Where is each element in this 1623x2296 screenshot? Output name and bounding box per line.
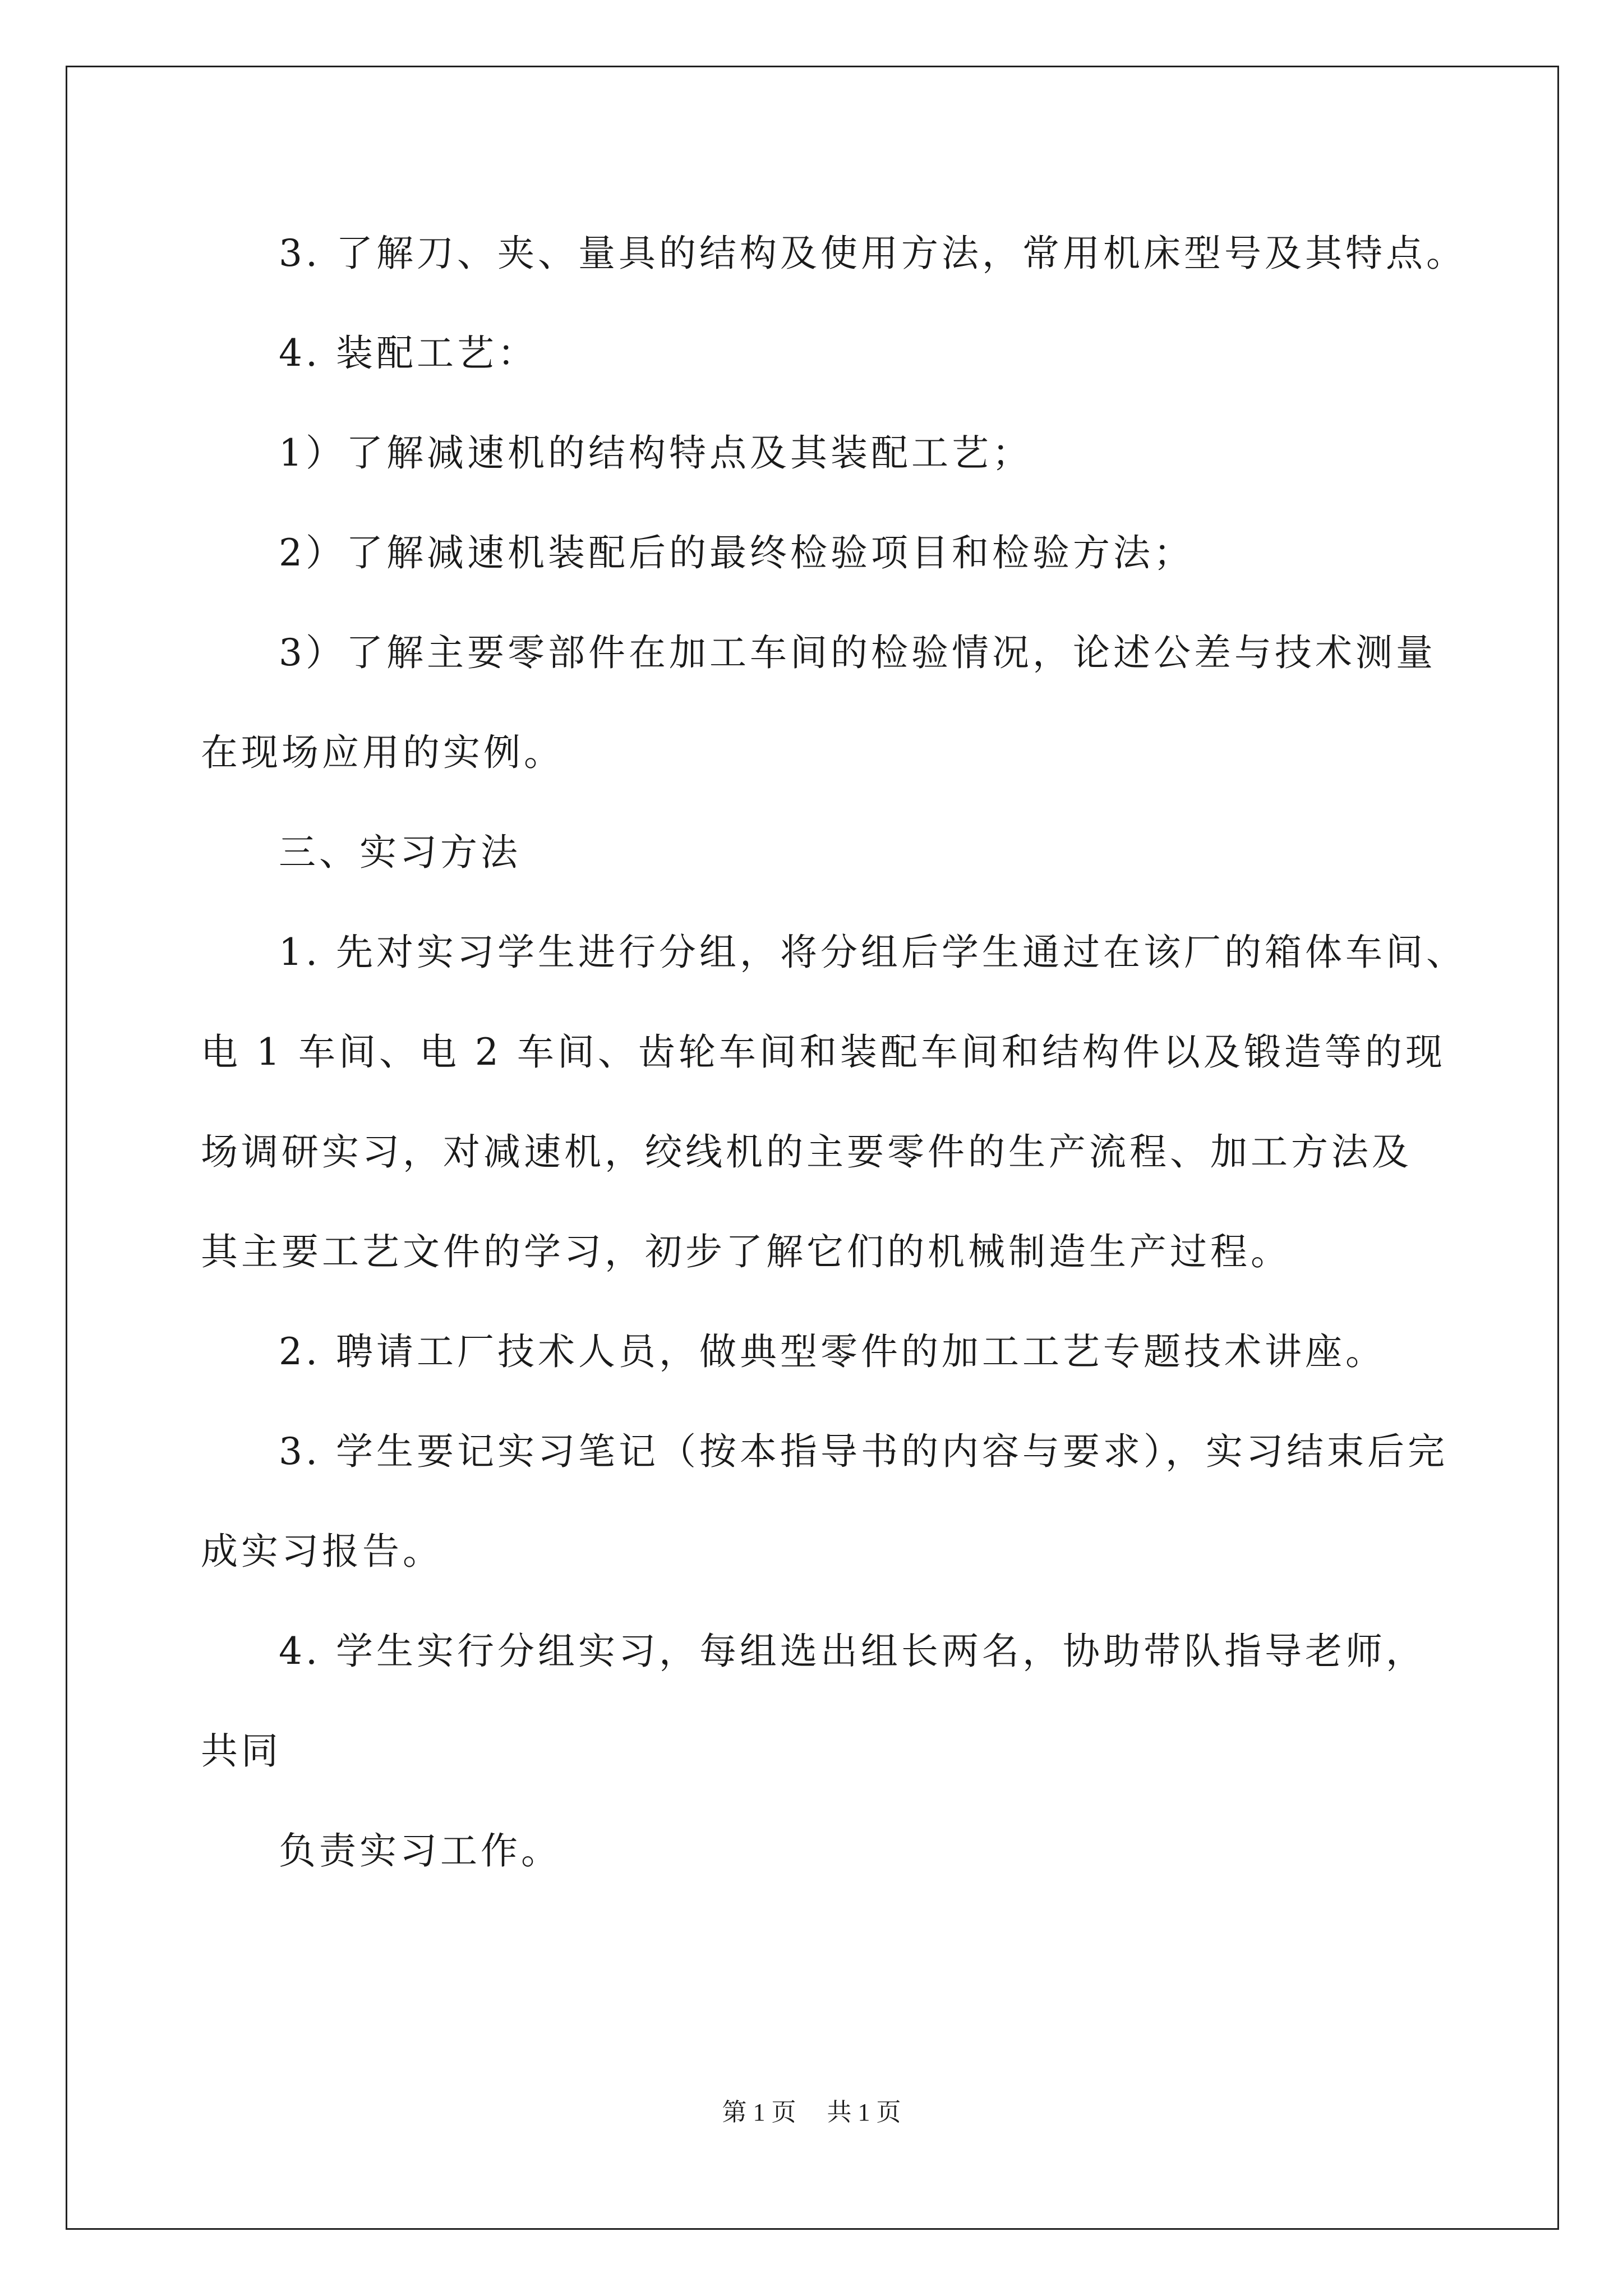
page-total: 共 1 页 <box>827 2099 901 2126</box>
paragraph-line: 3）了解主要零部件在加工车间的检验情况，论述公差与技术测量 <box>279 631 1436 674</box>
paragraph-line: 场调研实习，对减速机，绞线机的主要零件的生产流程、加工方法及 <box>201 1130 1412 1174</box>
paragraph-line: 3. 学生要记实习笔记（按本指导书的内容与要求），实习结束后完 <box>279 1430 1448 1473</box>
paragraph-line: 3. 了解刀、夹、量具的结构及使用方法，常用机床型号及其特点。 <box>279 232 1467 275</box>
section-heading: 三、实习方法 <box>279 831 521 874</box>
paragraph-line: 共同 <box>201 1729 282 1773</box>
page-footer <box>0 2097 1623 2128</box>
paragraph-line: 1）了解减速机的结构特点及其装配工艺； <box>279 431 1032 475</box>
paragraph-line: 1. 先对实习学生进行分组，将分组后学生通过在该厂的箱体车间、 <box>279 931 1467 974</box>
paragraph-line: 4. 学生实行分组实习，每组选出组长两名，协助带队指导老师， <box>279 1630 1426 1673</box>
paragraph-line: 负责实习工作。 <box>279 1829 561 1872</box>
paragraph-line: 其主要工艺文件的学习，初步了解它们的机械制造生产过程。 <box>201 1230 1291 1273</box>
paragraph-line: 电 1 车间、电 2 车间、齿轮车间和装配车间和结构件以及锻造等的现 <box>201 1030 1446 1074</box>
paragraph-line: 2. 聘请工厂技术人员，做典型零件的加工工艺专题技术讲座。 <box>279 1330 1386 1373</box>
paragraph-line: 在现场应用的实例。 <box>201 731 564 774</box>
paragraph-line: 4. 装配工艺： <box>279 332 538 375</box>
page-number: 第 1 页 <box>722 2099 796 2126</box>
paragraph-line: 2）了解减速机装配后的最终检验项目和检验方法； <box>279 531 1194 574</box>
paragraph-line: 成实习报告。 <box>201 1530 443 1573</box>
